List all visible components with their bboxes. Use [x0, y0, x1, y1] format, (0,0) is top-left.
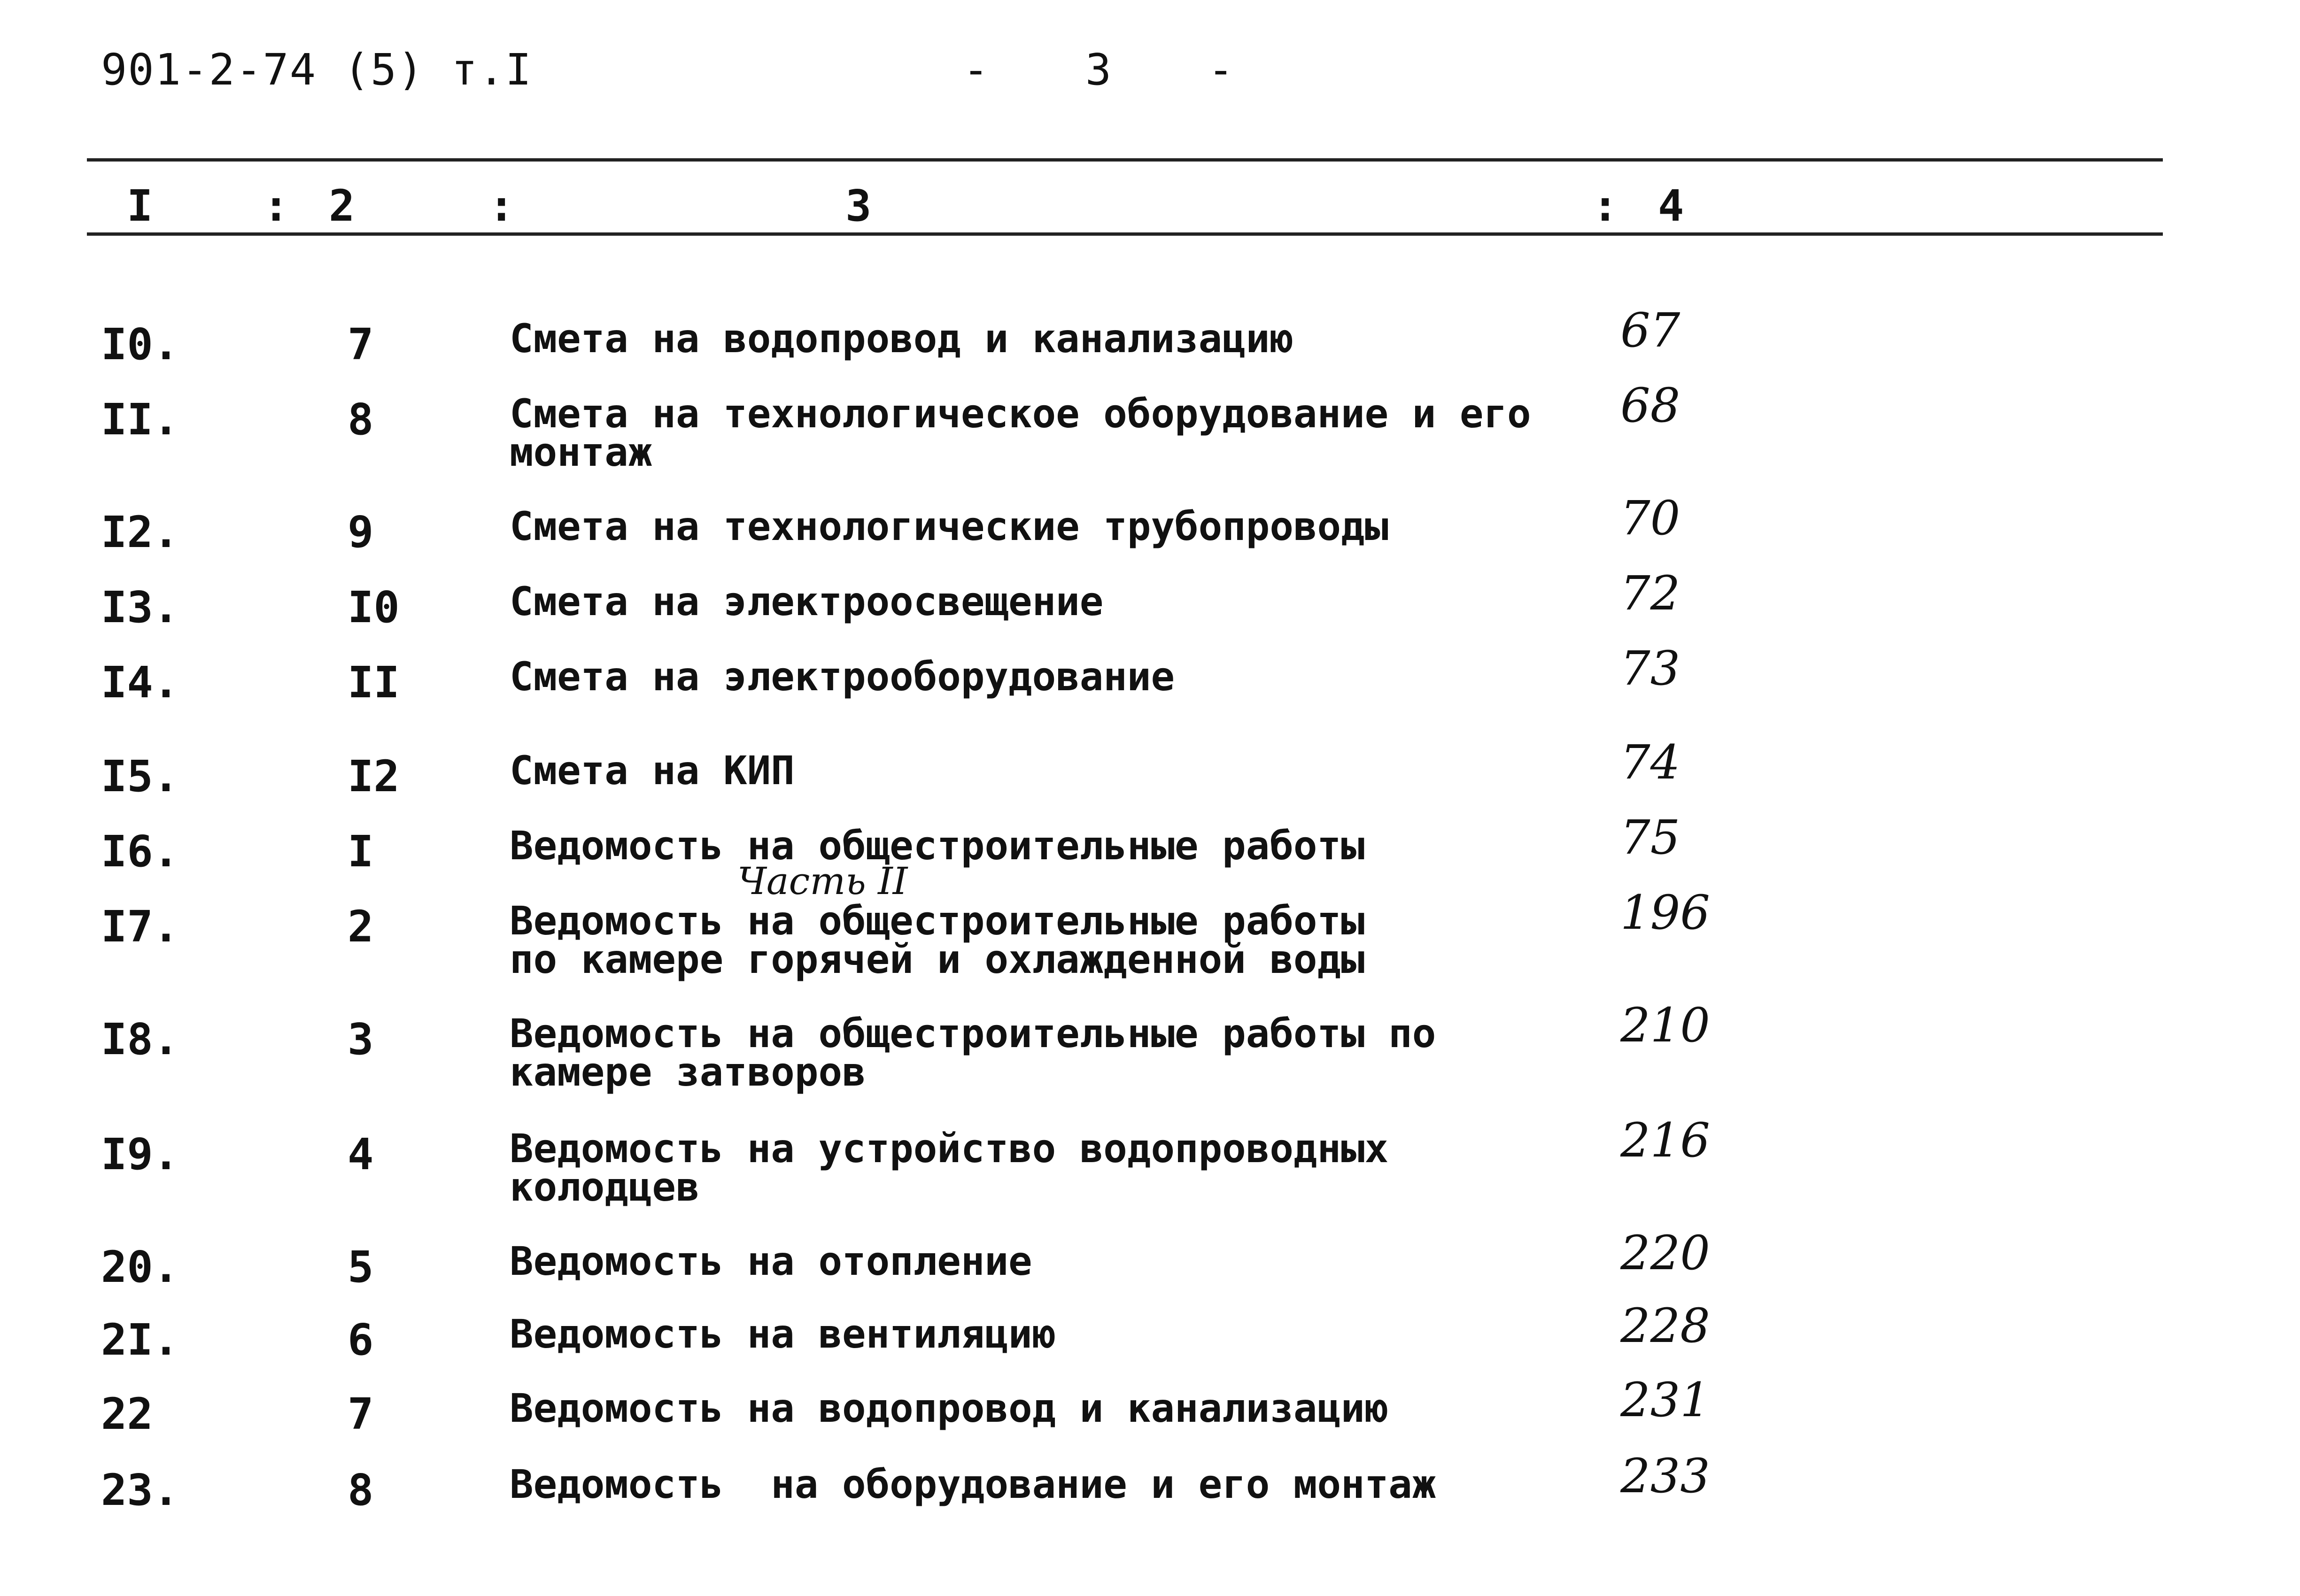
row-title: Смета на водопровод и канализацию — [510, 316, 1293, 362]
row-title: Ведомость на общестроительные работы — [510, 823, 1365, 869]
column-separator: : — [1592, 181, 1619, 231]
row-title: Ведомость на отопление — [510, 1238, 1032, 1284]
section-number: I0 — [348, 582, 400, 632]
handwritten-part-note: Часть II — [737, 859, 908, 903]
column-header-2: 2 — [329, 181, 355, 231]
table-row — [0, 641, 2300, 737]
section-number: 2 — [348, 902, 374, 952]
row-title: Ведомость на водопровод и канализацию — [510, 1385, 1389, 1431]
row-title: Смета на технологическое оборудование и его монтаж — [510, 391, 1531, 475]
section-number: II — [348, 657, 400, 708]
row-page: 70 — [1620, 491, 1680, 546]
table-row — [0, 735, 2300, 831]
row-page: 68 — [1620, 378, 1680, 433]
column-separator: : — [488, 181, 515, 231]
table-row — [0, 1226, 2300, 1322]
section-number: 8 — [348, 394, 374, 445]
section-number: I2 — [348, 751, 400, 802]
table-row — [0, 378, 2300, 475]
row-page: 231 — [1620, 1372, 1710, 1427]
row-number: I8. — [101, 1014, 179, 1064]
row-page: 73 — [1620, 641, 1680, 696]
row-number: I3. — [101, 582, 179, 632]
row-page: 210 — [1620, 998, 1710, 1053]
column-header-3: 3 — [845, 181, 872, 231]
row-page: 233 — [1620, 1449, 1710, 1503]
row-page: 74 — [1620, 735, 1680, 790]
section-number: 7 — [348, 1389, 374, 1439]
doc-code: 901-2-74 (5) т.I — [101, 45, 533, 95]
row-number: I0. — [101, 319, 179, 370]
row-number: 23. — [101, 1465, 179, 1515]
row-title: Смета на электроосвещение — [510, 578, 1104, 625]
row-number: I6. — [101, 826, 179, 877]
column-header-4: 4 — [1658, 181, 1684, 231]
section-number: 6 — [348, 1315, 374, 1365]
row-page: 67 — [1620, 303, 1680, 358]
table-row — [0, 491, 2300, 587]
column-separator: : — [263, 181, 289, 231]
row-number: 20. — [101, 1242, 179, 1292]
row-number: 22 — [101, 1389, 153, 1439]
section-number: 7 — [348, 319, 374, 370]
row-title: Ведомость на устройство водопроводных колодцев — [510, 1126, 1389, 1210]
table-row — [0, 1372, 2300, 1469]
row-title: Смета на КИП — [510, 748, 795, 794]
table-row — [0, 810, 2300, 906]
row-number: I4. — [101, 657, 179, 708]
row-page: 196 — [1620, 885, 1710, 940]
row-number: II. — [101, 394, 179, 445]
table-row — [0, 885, 2300, 982]
row-title: Ведомость на вентиляцию — [510, 1311, 1056, 1357]
table-row — [0, 303, 2300, 399]
table-row — [0, 1298, 2300, 1395]
table-row — [0, 566, 2300, 662]
row-number: 2I. — [101, 1315, 179, 1365]
row-page: 75 — [1620, 810, 1680, 865]
section-number: 3 — [348, 1014, 374, 1064]
row-title: Смета на технологические трубопроводы — [510, 503, 1389, 549]
row-title: Смета на электрооборудование — [510, 654, 1175, 700]
section-number: I — [348, 826, 374, 877]
section-number: 4 — [348, 1129, 374, 1180]
table-row — [0, 1449, 2300, 1545]
row-number: I5. — [101, 751, 179, 802]
row-number: I9. — [101, 1129, 179, 1180]
header-rule-bottom — [87, 232, 2163, 236]
table-row — [0, 998, 2300, 1095]
page-number: - 3 - — [963, 45, 1234, 95]
row-page: 228 — [1620, 1298, 1710, 1353]
row-title: Ведомость на общестроительные работы по камере затворов — [510, 1010, 1436, 1095]
row-title: Ведомость на общестроительные работы по камере горячей и охлажденной воды — [510, 898, 1365, 982]
header-rule-top — [87, 158, 2163, 162]
row-title: Ведомость на оборудование и его монтаж — [510, 1461, 1436, 1507]
row-number: I2. — [101, 507, 179, 557]
row-page: 220 — [1620, 1226, 1710, 1280]
row-number: I7. — [101, 902, 179, 952]
section-number: 9 — [348, 507, 374, 557]
section-number: 8 — [348, 1465, 374, 1515]
table-row — [0, 1113, 2300, 1210]
row-page: 72 — [1620, 566, 1680, 621]
row-page: 216 — [1620, 1113, 1710, 1168]
column-header-1: I — [127, 181, 153, 231]
section-number: 5 — [348, 1242, 374, 1292]
